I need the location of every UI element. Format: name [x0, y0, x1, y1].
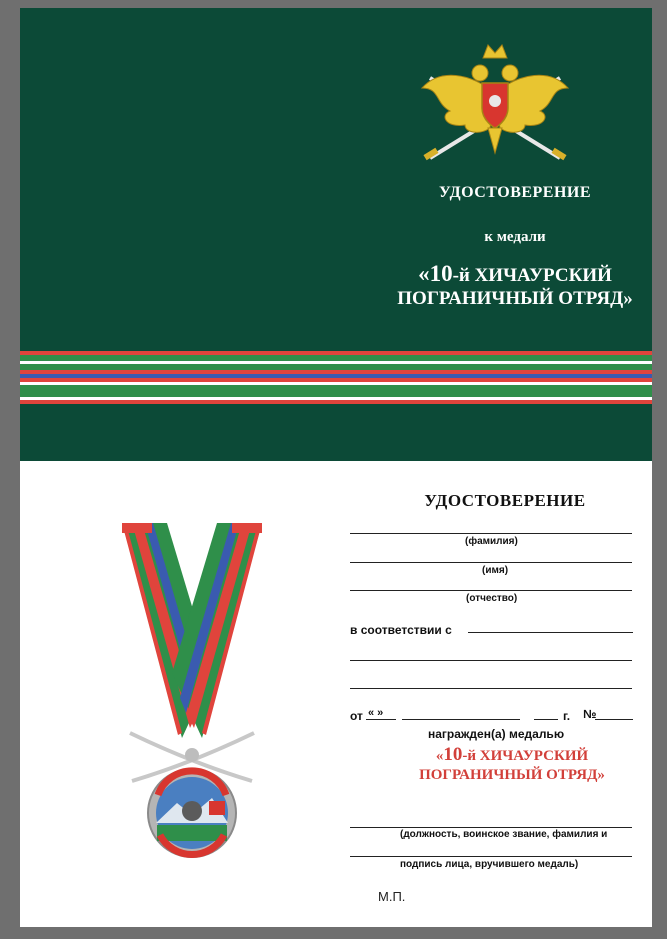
date-month-line[interactable] — [402, 719, 520, 720]
award-line2: ПОГРАНИЧНЫЙ ОТРЯД» — [419, 767, 605, 783]
blank-line-1[interactable] — [350, 660, 632, 661]
date-year-line[interactable] — [534, 719, 558, 720]
certificate-form — [20, 461, 652, 927]
signer-line-2[interactable] — [350, 856, 632, 857]
date-quotes: « » — [368, 707, 384, 719]
ribbon-stripes — [20, 351, 652, 404]
according-line[interactable] — [468, 632, 633, 633]
award-line1: -й ХИЧАУРСКИЙ — [462, 748, 589, 764]
award-prefix: « — [435, 748, 444, 764]
patronymic-line[interactable] — [350, 590, 632, 591]
signer-caption-2: подпись лица, вручившего медаль) — [400, 859, 579, 870]
patronymic-caption: (отчество) — [466, 593, 518, 604]
cover-title: УДОСТОВЕРЕНИЕ — [438, 184, 592, 201]
cover-medal-number: «10 — [418, 261, 453, 286]
year-label: г. — [563, 709, 571, 723]
medal-ribbon — [122, 523, 262, 738]
cover-medal-name-line1: -й ХИЧАУРСКИЙ — [452, 265, 612, 286]
cover-medal-name-line2: ПОГРАНИЧНЫЙ ОТРЯД» — [397, 288, 633, 309]
blank-line-2[interactable] — [350, 688, 632, 689]
double-headed-eagle-emblem-icon — [410, 33, 580, 168]
certificate-cover — [20, 8, 652, 461]
cover-subtitle: к медали — [484, 229, 546, 245]
award-number: 10 — [443, 744, 463, 765]
name-caption: (имя) — [482, 565, 509, 576]
date-day-line[interactable] — [366, 719, 396, 720]
surname-caption: (фамилия) — [465, 536, 518, 547]
number-label: № — [583, 707, 597, 721]
number-line[interactable] — [595, 719, 633, 720]
according-label: в соответствии с — [350, 623, 452, 637]
signer-line-1[interactable] — [350, 827, 632, 828]
awarded-label: награжден(а) медалью — [428, 727, 565, 741]
form-title: УДОСТОВЕРЕНИЕ — [424, 491, 586, 510]
stamp-label: М.П. — [378, 889, 406, 904]
signer-caption-1: (должность, воинское звание, фамилия и — [400, 829, 608, 840]
award-medal-name — [372, 745, 652, 785]
medal-image — [112, 523, 272, 858]
name-line[interactable] — [350, 562, 632, 563]
cover-medal-name — [350, 262, 667, 310]
from-label: от — [350, 709, 363, 723]
surname-line[interactable] — [350, 533, 632, 534]
